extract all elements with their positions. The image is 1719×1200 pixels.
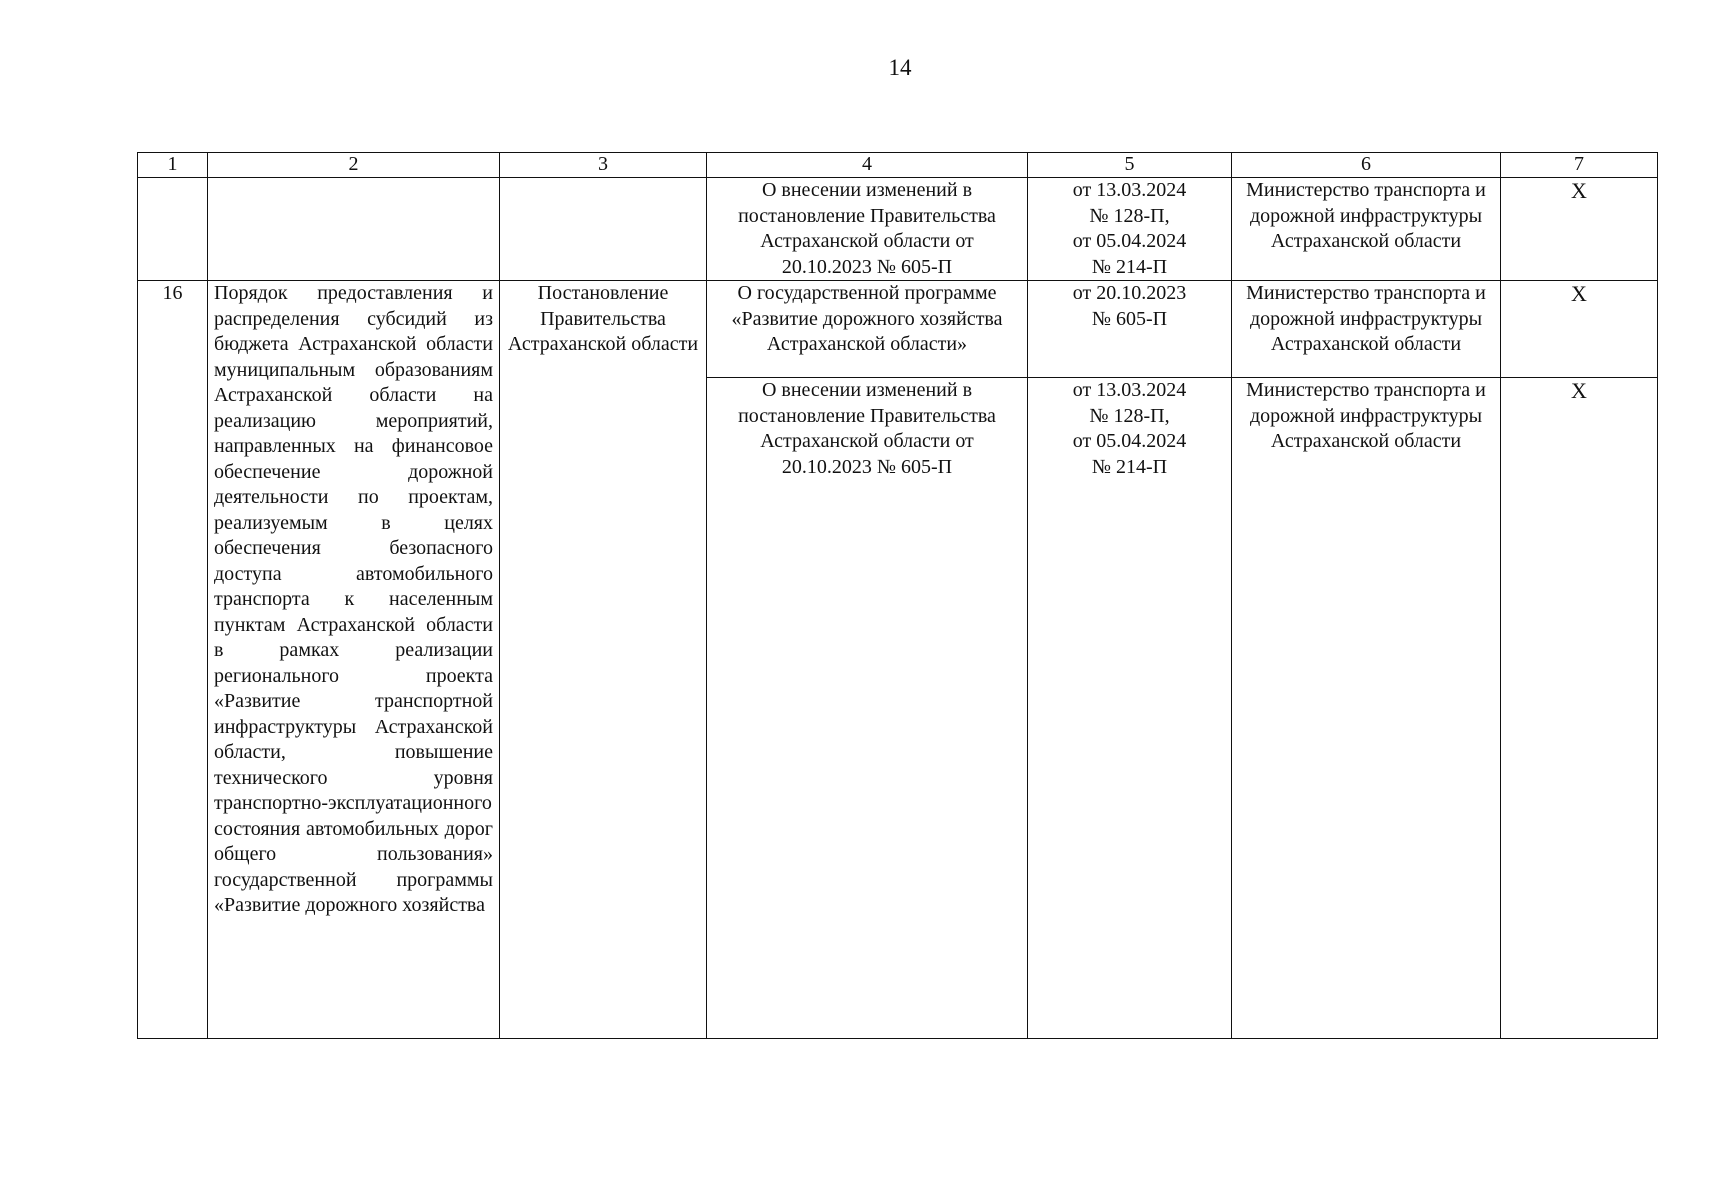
doc-number-line: № 605-П	[1091, 307, 1168, 330]
table-row-continuation	[138, 178, 1658, 281]
column-header-2: 2	[208, 153, 500, 178]
column-header-3: 3	[500, 153, 707, 178]
column-header-4: 4	[707, 153, 1028, 178]
column-header-5: 5	[1028, 153, 1232, 178]
doc-date-line: от 05.04.2024	[1072, 430, 1187, 452]
doc-date-line: от 13.03.2024	[1072, 379, 1187, 401]
cell-description: Порядок предоставления и распределения субсидий из бюджета Астраханской области муниципальным образованиям Астраханской области на реализацию мероприятий, направленных на финансовое обеспечение дорожной деятельности по проектам, реализуемым в целях обеспечения безопасного доступа автомобильного транспорта к населенным пунктам Астраханской области в рамках реализации регионального проекта «Развитие транспортной инфраструктуры Астраханской области, повышение технического уровня транспортно-эксплуатационного состояния автомобильных дорог общего пользования» государственной программы «Развитие дорожного хозяйства	[208, 281, 500, 1039]
header-row	[138, 153, 1658, 178]
cell-mark: Х	[1501, 178, 1658, 281]
table-row-16-entry-1	[138, 281, 1658, 378]
cell-doc-date	[1028, 378, 1232, 1039]
doc-number-line: № 128-П,	[1089, 404, 1170, 427]
column-header-7: 7	[1501, 153, 1658, 178]
page-number: 14	[888, 55, 912, 80]
doc-date-line: от 05.04.2024	[1072, 230, 1187, 252]
cell-row-number: 16	[138, 281, 208, 1039]
cell-description-empty	[208, 178, 500, 281]
column-header-6: 6	[1232, 153, 1501, 178]
cell-act-type-empty	[500, 178, 707, 281]
doc-number-line: № 214-П	[1091, 455, 1168, 478]
cell-authority: Министерство транспорта и дорожной инфраструктуры Астраханской области	[1232, 281, 1501, 378]
column-header-1: 1	[138, 153, 208, 178]
cell-authority: Министерство транспорта и дорожной инфраструктуры Астраханской области	[1232, 178, 1501, 281]
cell-doc-title: О внесении изменений в постановление Правительства Астраханской области от 20.10.2023 № 605-П	[707, 178, 1028, 281]
cell-doc-date	[1028, 178, 1232, 281]
cell-doc-title: О государственной программе «Развитие дорожного хозяйства Астраханской области»	[707, 281, 1028, 378]
doc-date-line: от 20.10.2023	[1072, 282, 1187, 304]
document-table	[137, 152, 1658, 1039]
cell-doc-date	[1028, 281, 1232, 378]
doc-number-line: № 128-П,	[1089, 204, 1170, 227]
cell-number-empty	[138, 178, 208, 281]
cell-doc-title: О внесении изменений в постановление Правительства Астраханской области от 20.10.2023 № 605-П	[707, 378, 1028, 1039]
cell-mark: Х	[1501, 281, 1658, 378]
cell-authority: Министерство транспорта и дорожной инфраструктуры Астраханской области	[1232, 378, 1501, 1039]
cell-mark: Х	[1501, 378, 1658, 1039]
doc-date-line: от 13.03.2024	[1072, 179, 1187, 201]
doc-number-line: № 214-П	[1091, 255, 1168, 278]
cell-act-type: Постановление Правительства Астраханской области	[500, 281, 707, 1039]
